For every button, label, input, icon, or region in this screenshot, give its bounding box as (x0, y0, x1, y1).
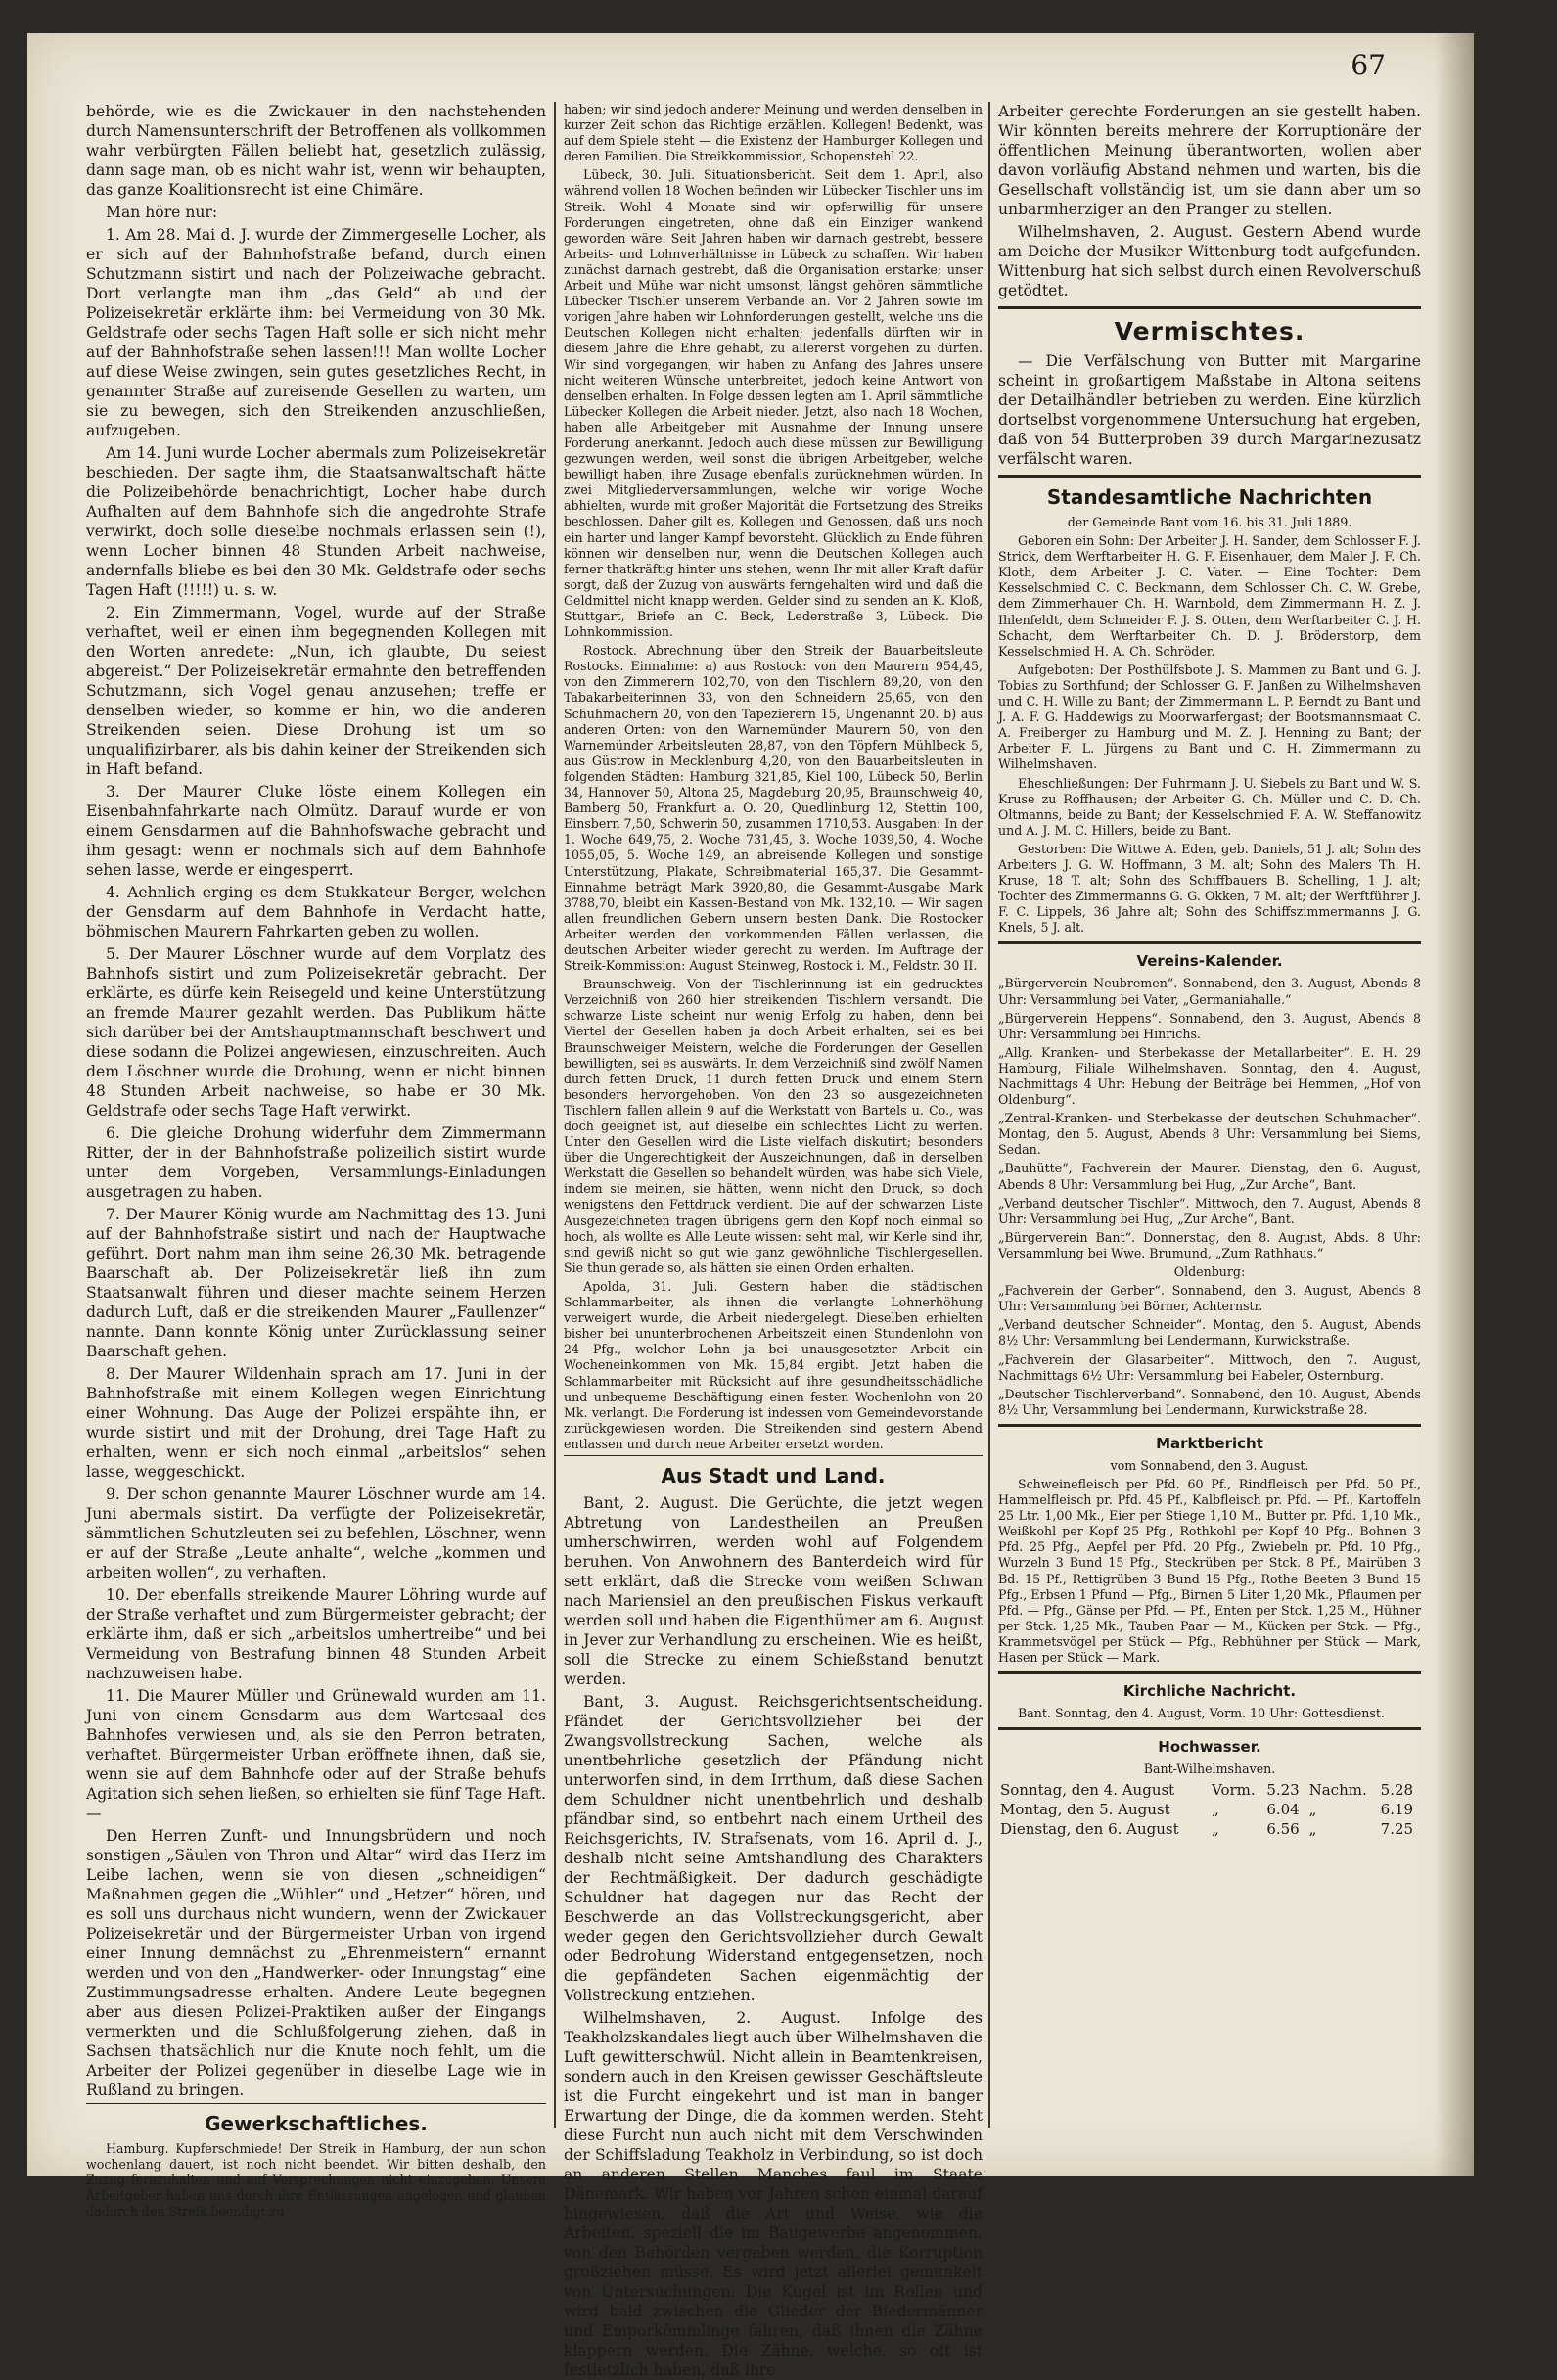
article-paragraph: Bant, 2. August. Die Gerüchte, die jetzt wegen Abtretung von Landestheilen an Preußen umherschwirren, werden wohl auf Folgendem beruhen. Von Anwohnern des Banterdeich wird für sett erklärt, daß die Strecke vom weißen Schwan nach Mariensiel an den preußischen Fiskus verkauft werden soll und haben die Eigenthümer am 6. August in Jever zur Verhandlung zu erscheinen. Wie es heißt, soll die Strecke zu einem Schießstand benutzt werden. (564, 1493, 983, 1688)
section-subheading: vom Sonnabend, den 3. August. (1110, 1457, 1309, 1473)
divider (998, 941, 1421, 944)
section-heading: Standesamtliche Nachrichten (1046, 485, 1373, 509)
column-rule (554, 102, 556, 2128)
article-paragraph: Lübeck, 30. Juli. Situationsbericht. Seit dem 1. April, also während vollen 18 Wochen befinden wir Lübecker Tischler uns im Streik. Wohl 4 Monate sind wir opferwillig für unsere Forderungen eingetreten, ohne daß ein Einziger wankend geworden wäre. Seit Jahren haben wir darnach gestrebt, bessere Arbeits- und Lohnverhältnisse in Lübeck zu schaffen. Wir haben zunächst darnach gestrebt, daß die Organisation erstarke; unser Arbeit und Mühe war nicht umsonst, längst gehören sämmtliche Lübecker Tischler unserem Verbande an. Vor 2 Jahren sowie im vorigen Jahre haben wir Lohnforderungen gestellt, welche uns die Deutschen Kollegen nicht erhalten; jedenfalls dürften wir in diesem Jahre die Ehre gehabt, zu allererst vorgehen zu dürfen. Wir sind vorgegangen, wir haben zu Anfang des Jahres unsere nicht weiteren Wünsche unterbreitet, jedoch keine Antwort von denselben erhalten. In Folge dessen legten am 1. April sämmtliche Lübecker Kollegen die Arbeit nieder. Jetzt, also nach 18 Wochen, haben alle Arbeitgeber mit Ausnahme der Innung unsere Forderung anerkannt. Jedoch auch diese müssen zur Bewilligung gezwungen werden, weil sonst die übrigen Arbeitgeber, welche bewilligt haben, ihre Zusage ebenfalls zurücknehmen würden. In zwei Mitgliederversammlungen, welche wir vorige Woche abhielten, wurde mit großer Majorität die Fortsetzung des Streiks beschlossen. Daher gilt es, Kollegen und Genossen, daß uns noch ein harter und langer Kampf bevorsteht. Glücklich zu Ende führen können wir denselben nur, wenn die Deutschen Kollegen auch ferner thatkräftig hinter uns stehen, wenn Ihr mit aller Kraft dafür sorgt, daß der Zuzug von auswärts ferngehalten wird und daß die Geldmittel nicht knapp werden. Gelder sind zu senden an K. Kloß, Stuttgart, Briefe an C. Beck, Lederstraße 3, Lübeck. Die Lohnkommission. (564, 167, 983, 640)
article-paragraph: Arbeiter gerechte Forderungen an sie gestellt haben. Wir könnten bereits mehrere der Korruptionäre der öffentlichen Meinung überantworten, wollen aber davon vorläufig Abstand nehmen und warten, bis die Gesellschaft vollständig ist, um sie dann aber um so unbarmherziger an den Pranger zu stellen. (998, 103, 1421, 218)
article-paragraph: Gestorben: Die Wittwe A. Eden, geb. Daniels, 51 J. alt; Sohn des Arbeiters J. G. W. Hoffmann, 3 M. alt; Sohn des Malers Th. H. Kruse, 18 T. alt; Sohn des Schiffbauers B. Schelling, 1 J. alt; Tochter des Zimmermanns G. G. Okken, 7 M. alt; der Werftführer J. F. C. Lippels, 36 Jahre alt; Sohn des Schiffszimmermanns J. G. Knels, 5 J. alt. (998, 841, 1421, 936)
article-paragraph: Wilhelmshaven, 2. August. Gestern Abend wurde am Deiche der Musiker Wittenburg todt aufgefunden. Wittenburg hat sich selbst durch einen Revolverschuß getödtet. (998, 223, 1421, 299)
tide-time: 7.25 (1380, 1820, 1414, 1839)
article-paragraph: — Die Verfälschung von Butter mit Margarine scheint in großartigem Maßstabe in Altona seitens der Detailhändler betrieben zu werden. Eine kürzlich dortselbst vorgenommene Untersuchung hat ergeben, daß von 54 Butterproben 39 durch Margarinezusatz verfälscht waren. (998, 352, 1421, 468)
section-heading: Aus Stadt und Land. (661, 1463, 886, 1488)
divider (998, 1424, 1421, 1427)
article-paragraph: 4. Aehnlich erging es dem Stukkateur Berger, welchen der Gensdarm auf dem Bahnhofe in Verdacht hatte, böhmischen Maurern Fahrkarten geben zu wollen. (86, 884, 546, 940)
article-paragraph: 8. Der Maurer Wildenhain sprach am 17. Juni in der Bahnhofstraße mit einem Kollegen wegen Einrichtung einer Wohnung. Das Auge der Polizei erspähte ihn, er wurde sistirt und mit der Drohung, drei Tage Haft zu erhalten, wenn er sich noch einmal „arbeitslos“ sehen lasse, weggeschickt. (86, 1365, 546, 1481)
tide-label: „ (1212, 1801, 1219, 1819)
article-paragraph: Geboren ein Sohn: Der Arbeiter J. H. Sander, dem Schlosser F. J. Strick, dem Werftarbeiter H. G. F. Eisenhauer, dem Maler J. F. Ch. Kloth, dem Arbeiter J. C. Vater. — Eine Tochter: Dem Kesselschmied C. C. Beckmann, dem Schlosser Ch. C. W. Grebe, dem Zimmerhauer Ch. H. Warnbold, dem Zimmermann H. Z. J. Ihlenfeldt, dem Schneider F. J. S. Otten, dem Werftarbeiter C. J. H. Schacht, dem Werftarbeiter Ch. D. J. Bröderstorp, dem Kesselschmied H. A. Ch. Schröder. (998, 533, 1421, 659)
calendar-entry: „Fachverein der Gerber“. Sonnabend, den 3. August, Abends 8 Uhr: Versammlung bei Börner, Achternstr. (998, 1283, 1421, 1314)
section-subheading: Bant-Wilhelmshaven. (1143, 1762, 1276, 1777)
article-paragraph: Den Herren Zunft- und Innungsbrüdern und noch sonstigen „Säulen von Thron und Altar“ wird das Herz im Leibe lachen, wenn sie von diesen „schneidigen“ Maßnahmen gegen die „Wühler“ und „Hetzer“ hören, und es soll uns durchaus nicht wundern, wenn der Zwickauer Polizeisekretär und der Bürgermeister Urban von irgend einer Innung demnächst zu „Ehrenmeistern“ ernannt werden und von den „Handwerker- oder Innungstag“ eine Zustimmungsadresse erhalten. Andere Leute begegnen aber aus diesen Polizei-Praktiken außer der Eingangs vermerkten und die Schlußfolgerung ziehen, daß in Sachsen thatsächlich nur die Knute noch fehlt, um die Arbeiter der Polizei gegenüber in dieselbe Lage wie in Rußland zu bringen. (86, 1827, 546, 2099)
divider (998, 306, 1421, 309)
calendar-entry: „Bürgerverein Neubremen“. Sonnabend, den 3. August, Abends 8 Uhr: Versammlung bei Vater, „Germaniahalle.“ (998, 976, 1421, 1007)
calendar-entry: „Fachverein der Glasarbeiter“. Mittwoch, den 7. August, Nachmittags 6½ Uhr: Versammlung bei Habeler, Osternburg. (998, 1351, 1421, 1383)
tide-table (998, 1780, 1421, 1839)
calendar-entry: „Deutscher Tischlerverband“. Sonnabend, den 10. August, Abends 8½ Uhr, Versammlung bei Lendermann, Kurwickstraße 28. (998, 1386, 1421, 1417)
tide-time: 6.19 (1380, 1801, 1414, 1819)
section-heading: Vermischtes. (1114, 317, 1305, 345)
article-paragraph: Apolda, 31. Juli. Gestern haben die städtischen Schlammarbeiter, als ihnen die verlangte Lohnerhöhung verweigert wurde, die Arbeit niedergelegt. Dieselben erhielten bisher bei ununterbrochenen Arbeitszeit einen Stundenlohn von 24 Pfg., welcher Lohn ja bei unausgesetzter Arbeit ein Wocheneinkommen von Mk. 15,84 ergibt. Jetzt haben die Schlammarbeiter mit Rücksicht auf ihre gesundheitsschädliche und unbequeme Beschäftigung einen festen Wochenlohn von 20 Mk. verlangt. Die Forderung ist indessen vom Gemeindevorstande zurückgewiesen worden. Die Streikenden sind gestern Abend entlassen und durch neue Arbeiter ersetzt worden. (564, 1278, 983, 1451)
tide-day: Montag, den 5. August (1000, 1801, 1170, 1819)
tide-time: 6.56 (1266, 1820, 1300, 1839)
section-heading: Gewerkschaftliches. (205, 2112, 428, 2135)
article-paragraph: haben; wir sind jedoch anderer Meinung und werden denselben in kurzer Zeit schon das Richtige erzählen. Kollegen! Bedenkt, was auf dem Spiele steht — die Existenz der Hamburger Kollegen und deren Familien. Die Streikkommission, Schopenstehl 22. (564, 102, 983, 164)
article-paragraph: 5. Der Maurer Löschner wurde auf dem Vorplatz des Bahnhofs sistirt und zum Polizeisekretär gebracht. Der erklärte, es dürfe kein Reisegeld und keine Unterstützung an fremde Maurer gezahlt werden. Das Publikum hätte sich darüber bei der Amtshauptmannschaft beschwert und diese sodann die Polizei angewiesen, einzuschreiten. Auch dem Löschner wurde die Drohung, wenn er nicht binnen 48 Stunden Arbeit nachweise, so habe er 30 Mk. Geldstrafe oder sechs Tage Haft verwirkt. (86, 945, 546, 1120)
church-notice: Bant. Sonntag, den 4. August, Vorm. 10 Uhr: Gottesdienst. (1018, 1706, 1385, 1721)
section-heading: Hochwasser. (1158, 1738, 1261, 1757)
column-1 (86, 102, 546, 2220)
column-3 (998, 102, 1421, 2137)
article-paragraph: Bant, 3. August. Reichsgerichtsentscheidung. Pfändet der Gerichtsvollzieher bei der Zwangsvollstreckung Sachen, welche als unentbehrliche gesetzlich der Pfändung nicht unterworfen sind, in dem Irrthum, daß diese Sachen dem Schuldner nicht unentbehrlich und deshalb pfändbar sind, so entbehrt nach einem Urtheil des Reichsgerichts, IV. Strafsenats, vom 16. April d. J., deshalb nicht seine Amtshandlung des Charakters der Rechtmäßigkeit. Der dadurch geschädigte Schuldner hat dagegen nur das Recht der Beschwerde an das Vollstreckungsgericht, aber weder gegen den Gerichtsvollzieher durch Gewalt oder Bedrohung Widerstand entgegensetzen, noch die gepfändeten Sachen eigenmächtig der Vollstreckung entziehen. (564, 1692, 983, 2004)
section-heading: Marktbericht (1156, 1434, 1263, 1452)
article-paragraph: 6. Die gleiche Drohung widerfuhr dem Zimmermann Ritter, der in der Bahnhofstraße polizeilich sistirt wurde unter dem Vorgeben, Versammlungs-Einladungen ausgetragen zu haben. (86, 1124, 546, 1201)
section-subheading: der Gemeinde Bant vom 16. bis 31. Juli 1889. (1067, 515, 1352, 529)
tide-time: 5.23 (1266, 1781, 1300, 1800)
tide-label: „ (1308, 1820, 1317, 1839)
section-heading: Kirchliche Nachricht. (1122, 1682, 1297, 1701)
table-row (998, 1780, 1421, 1800)
calendar-entry: „Bauhütte“, Fachverein der Maurer. Dienstag, den 6. August, Abends 8 Uhr: Versammlung bei Hug, „Zur Arche“, Bant. (998, 1161, 1421, 1192)
calendar-entry: „Verband deutscher Schneider“. Montag, den 5. August, Abends 8½ Uhr: Versammlung bei Lendermann, Kurwickstraße. (998, 1317, 1421, 1349)
article-paragraph: 9. Der schon genannte Maurer Löschner wurde am 14. Juni abermals sistirt. Da verfügte der Polizeisekretär, sämmtlichen Schutzleuten sei zu befehlen, Löschner, wenn er auf der Straße „Leute anhalte“, welche „kommen und arbeiten wollen“, zu verhaften. (86, 1486, 546, 1581)
divider (998, 475, 1421, 478)
article-paragraph: Aufgeboten: Der Posthülfsbote J. S. Mammen zu Bant und G. J. Tobias zu Sorthfund; der Schlosser G. F. Janßen zu Wilhelmshaven und C. H. Wille zu Bant; der Zimmermann L. P. Berndt zu Bant und J. A. F. G. Haddewigs zu Moorwarfergast; der Bootsmannsmaat C. A. Freiberger zu Hamburg und M. Z. J. Henning zu Bant; der Arbeiter F. L. Jürgens zu Bant und C. H. Zimmermann zu Wilhelmshaven. (998, 662, 1421, 772)
calendar-entry: „Bürgerverein Bant“. Donnerstag, den 8. August, Abds. 8 Uhr: Versammlung bei Wwe. Brumund, „Zum Rathhaus.“ (998, 1229, 1421, 1260)
article-paragraph: 1. Am 28. Mai d. J. wurde der Zimmergeselle Locher, als er sich auf der Bahnhofstraße befand, durch einen Schutzmann sistirt und nach der Polizeiwache gebracht. Dort verlangte man ihm „das Geld“ ab und der Polizeisekretär erklärte ihm: bei Vermeidung von 30 Mk. Geldstrafe oder sechs Tagen Haft solle er sich nicht mehr auf der Bahnhofstraße sehen lassen!!! Man wollte Locher auf diese Weise zwingen, sein gutes gesetzliches Recht, in genannter Straße auf zureisende Gesellen zu warten, um sie zu bewegen, sich den Streikenden anzuschließen, aufzugeben. (86, 226, 546, 439)
table-row (998, 1819, 1421, 1839)
article-paragraph: Eheschließungen: Der Fuhrmann J. U. Siebels zu Bant und W. S. Kruse zu Roffhausen; der Arbeiter G. Ch. Müller und C. D. Ch. Oltmanns, beide zu Bant; der Kesselschmied F. A. W. Steffanowitz und A. J. M. C. Hillers, beide zu Bant. (998, 775, 1421, 838)
article-paragraph: Am 14. Juni wurde Locher abermals zum Polizeisekretär beschieden. Der sagte ihm, die Staatsanwaltschaft hätte die Polizeibehörde benachrichtigt, Locher habe durch Aufhalten auf dem Bahnhofe sich die angedrohte Strafe verwirkt, doch solle dieselbe nochmals erlassen sein (!), wenn Locher binnen 48 Stunden Arbeit nachweise, andernfalls bliebe es bei den 30 Mk. Geldstrafe oder sechs Tagen Haft (!!!!!) u. s. w. (86, 444, 546, 599)
column-2 (564, 102, 983, 2379)
article-paragraph: behörde, wie es die Zwickauer in den nachstehenden durch Namensunterschrift der Betroffenen als vollkommen wahr verbürgten Fällen beliebt hat, gesetzlich zulässig, dann sage man, ob es nicht wahr ist, wenn wir behaupten, das ganze Koalitionsrecht ist eine Chimäre. (86, 103, 546, 199)
market-report: Schweinefleisch per Pfd. 60 Pf., Rindfleisch per Pfd. 50 Pf., Hammelfleisch pr. Pfd. 45 Pf., Kalbfleisch pr. Pfd. — Pf., Kartoffeln 25 Ltr. 1,00 Mk., Eier per Stiege 1,10 M., Butter pr. Pfd. 1,10 Mk., Weißkohl per Kopf 25 Pfg., Rothkohl per Kopf 40 Pfg., Bohnen 3 Pfd. 25 Pfg., Aepfel per Pfd. 20 Pfg., Zwiebeln pr. Pfd. 10 Pfg., Wurzeln 3 Bund 15 Pfg., Steckrüben per Stck. 8 Pf., Mairüben 3 Bd. 15 Pf., Rettigrüben 3 Bund 15 Pfg., Rothe Beeten 3 Bund 15 Pfg., Erbsen 1 Pfund — Pfg., Birnen 5 Liter 1,20 Mk., Pflaumen per Pfd. — Pfg., Gänse per Pfd. — Pf., Enten per Stck. 1,25 M., Hühner per Stck. 1,25 Mk., Tauben Paar — M., Kücken per Stck. — Pfg., Krammetsvögel per Stück — Pfg., Rebhühner per Stück — Mark, Hasen per Stück — Mark. (998, 1476, 1421, 1665)
divider (564, 1455, 983, 1456)
tide-time: 6.04 (1266, 1801, 1300, 1819)
newspaper-page (27, 33, 1474, 2379)
article-paragraph: 11. Die Maurer Müller und Grünewald wurden am 11. Juni von einem Gensdarm aus dem Wartesaal des Bahnhofes verwiesen und, als sie den Perron betraten, verhaftet. Bürgermeister Urban eröffnete ihnen, daß sie, wenn sie auf dem Bahnhofe oder auf der Straße behufs Agitation sich sehen ließen, so erhielten sie fünf Tage Haft. — (86, 1687, 546, 1822)
article-paragraph: 2. Ein Zimmermann, Vogel, wurde auf der Straße verhaftet, weil er einen ihm begegnenden Kollegen mit den Worten anredete: „Nun, ich glaubte, Du seiest abgereist.“ Der Polizeisekretär ermahnte den betreffenden Schutzmann, sich Vogel genau anzusehen; treffe er denselben wieder, so komme er hin, wo die anderen Streikenden seien. Diese Drohung ist um so unqualifizirbarer, als bis dahin keiner der Streikenden sich in Haft befand. (86, 604, 546, 778)
column-rule (988, 102, 990, 2128)
article-paragraph: 7. Der Maurer König wurde am Nachmittag des 13. Juni auf der Bahnhofstraße sistirt und nach der Hauptwache geführt. Dort nahm man ihm seine 26,30 Mk. betragende Baarschaft ab. Der Polizeisekretär ließ ihn zum Staatsanwalt führen und dieser machte seinem Herzen dadurch Luft, daß er die streikenden Maurer „Faullenzer“ nannte. Dann konnte König unter Zurücklassung seiner Baarschaft gehen. (86, 1206, 546, 1360)
article-paragraph: Wilhelmshaven, 2. August. Infolge des Teakholzskandales liegt auch über Wilhelmshaven die Luft gewitterschwül. Nicht allein in Beamtenkreisen, sondern auch in den Kreisen gewisser Geschäftsleute ist die Furcht eingekehrt und ist man in banger Erwartung der Dinge, die da kommen werden. Steht diese Furcht nun auch nicht mit dem Verschwinden der Schiffsladung Teakholz in Verbindung, so ist doch an anderen Stellen Manches faul im Staate Dänemark. Wir haben vor Jahren schon einmal darauf hingewiesen, daß die Art und Weise, wie die Arbeiten, speziell die im Baugewerbe angenommen, von den Behörden vergeben werden, die Korruption großziehen müsse. Es wird jetzt allerlei gemunkelt von Untersuchungen. Die Kugel ist im Rollen und wird bald zwischen die Glieder der Biedermänner und Emporkömmlinge fahren, daß ihnen die Zähne klappern werden. Die Zähne, welche, so oft ist festletzlich haben, daß ihre (564, 2008, 983, 2379)
tide-label: Nachm. (1308, 1781, 1367, 1800)
article-paragraph: Man höre nur: (106, 204, 218, 221)
article-paragraph: Rostock. Abrechnung über den Streik der Bauarbeitsleute Rostocks. Einnahme: a) aus Rostock: von den Maurern 954,45, von den Zimmerern 102,70, von den Tischlern 89,20, von den Tabakarbeiterinnen 33, von den Schneidern 25,65, von den Schuhmachern 20, von den Tapezierern 15, Ungenannt 20. b) aus anderen Orten: von den Warnemünder Maurern 50, von den Warnemünder Arbeitsleuten 28,87, von den Töpfern Mühlbeck 5, aus Güstrow in Mecklenburg 4,20, von den Bauarbeitsleuten in folgenden Städten: Hamburg 321,85, Kiel 100, Lübeck 50, Berlin 34, Hannover 50, Altona 25, Magdeburg 20,95, Braunschweig 40, Bamberg 50, Frankfurt a. O. 20, Quedlinburg 12, Stettin 100, Einsbern 7,50, Schwerin 50, zusammen 1710,53. Ausgaben: In der 1. Woche 649,75, 2. Woche 731,45, 3. Woche 1039,50, 4. Woche 1055,05, 5. Woche 149, an abreisende Kollegen und sonstige Unterstützung, Plakate, Schreibmaterial 165,37. Die Gesammt-Einnahme beträgt Mark 3920,80, die Gesammt-Ausgabe Mark 3788,70, bleibt ein Kassen-Bestand von Mk. 132,10. — Wir sagen allen freundlichen Gebern unsern besten Dank. Die Rostocker Arbeiter werden den vorkommenden Fällen verlassen, die deutschen Arbeiter wieder gerecht zu werden. Im Auftrage der Streik-Kommission: August Steinweg, Rostock i. M., Feldstr. 30 II. (564, 643, 983, 974)
page-number: 67 (1351, 49, 1386, 81)
calendar-entry: „Allg. Kranken- und Sterbekasse der Metallarbeiter“. E. H. 29 Hamburg, Filiale Wilhelmshaven. Sonntag, den 4. August, Nachmittags 4 Uhr: Hebung der Beiträge bei Hemmen, „Hof von Oldenburg“. (998, 1044, 1421, 1108)
table-row (998, 1800, 1421, 1819)
article-paragraph: Braunschweig. Von der Tischlerinnung ist ein gedrucktes Verzeichniß von 260 hier streikenden Tischlern versandt. Die schwarze Liste scheint nur wenig Erfolg zu haben, denn bei Viertel der Gesellen haben ja doch Arbeit erhalten, sei es bei Braunschweiger Meistern, welche die Forderungen der Gesellen bewilligten, sei es auswärts. In dem Verzeichniß sind zwölf Namen durch fetten Druck, 11 durch fetten Druck und einem Stern besonders hervorgehoben. Von den 23 so ausgezeichneten Tischlern fallen allein 9 auf die Werkstatt von Bartels u. Co., was doch geeignet ist, auf dieselbe ein schlechtes Licht zu werfen. Unter den Gesellen wird die Liste vielfach diskutirt; besonders über die Ungerechtigkeit der Auszeichnungen, daß in derselben Werkstatt die Gesellen so behandelt würden, was habe sich Viele, indem sie meinen, sie hätten, wenn nicht den Druck, so doch wenigstens den Fettdruck verdient. Die auf der schwarzen Liste Ausgezeichneten tragen übrigens gern den Kopf noch einmal so hoch, als wollte es Alle Leute wissen: seht mal, wir Kerle sind ihr, sind gewiß nicht so gut wie ganz gewöhnliche Tischlergesellen. Sie thun gerade so, als hätten sie einen Orden erhalten. (564, 977, 983, 1275)
article-paragraph: 3. Der Maurer Cluke löste einem Kollegen ein Eisenbahnfahrkarte nach Olmütz. Darauf wurde er von einem Gensdarmen auf die Bahnhofswache gebracht und ihm gesagt: wenn er nochmals sich auf dem Bahnhofe sehen lasse, werde er eingesperrt. (86, 783, 546, 879)
calendar-entry: „Verband deutscher Tischler“. Mittwoch, den 7. August, Abends 8 Uhr: Versammlung bei Hug, „Zur Arche“, Bant. (998, 1195, 1421, 1226)
divider (998, 1671, 1421, 1674)
tide-label: Vorm. (1212, 1781, 1256, 1800)
tide-day: Sonntag, den 4. August (1000, 1781, 1175, 1800)
tide-time: 5.28 (1380, 1781, 1414, 1800)
tide-day: Dienstag, den 6. August (1000, 1820, 1179, 1839)
tide-label: „ (1212, 1820, 1219, 1839)
divider (86, 2103, 546, 2104)
section-heading: Vereins-Kalender. (1136, 952, 1283, 971)
article-paragraph: Hamburg. Kupferschmiede! Der Streik in Hamburg, der nun schon wochenlang dauert, ist noch nicht beendet. Wir bitten deshalb, den Zuzug fernzuhalten und auf Versprechungen nicht einzugehen. Unsere Arbeitgeber haben uns durch ihre Entlassungen angelogen und glauben dadurch den Streik beendigt zu (86, 2141, 546, 2220)
calendar-subheading: Oldenburg: (1173, 1264, 1246, 1280)
divider (998, 1727, 1421, 1730)
calendar-entry: „Zentral-Kranken- und Sterbekasse der deutschen Schuhmacher“. Montag, den 5. August, Abends 8 Uhr: Versammlung bei Siems, Sedan. (998, 1111, 1421, 1158)
calendar-entry: „Bürgerverein Heppens“. Sonnabend, den 3. August, Abends 8 Uhr: Versammlung bei Hinrichs. (998, 1010, 1421, 1041)
tide-label: „ (1308, 1801, 1317, 1819)
article-paragraph: 10. Der ebenfalls streikende Maurer Löhring wurde auf der Straße verhaftet und zum Bürgermeister gebracht; der erklärte ihm, daß er sich „arbeitslos umhertreibe“ und bei Vermeidung von Bestrafung binnen 48 Stunden Arbeit nachzuweisen habe. (86, 1586, 546, 1682)
